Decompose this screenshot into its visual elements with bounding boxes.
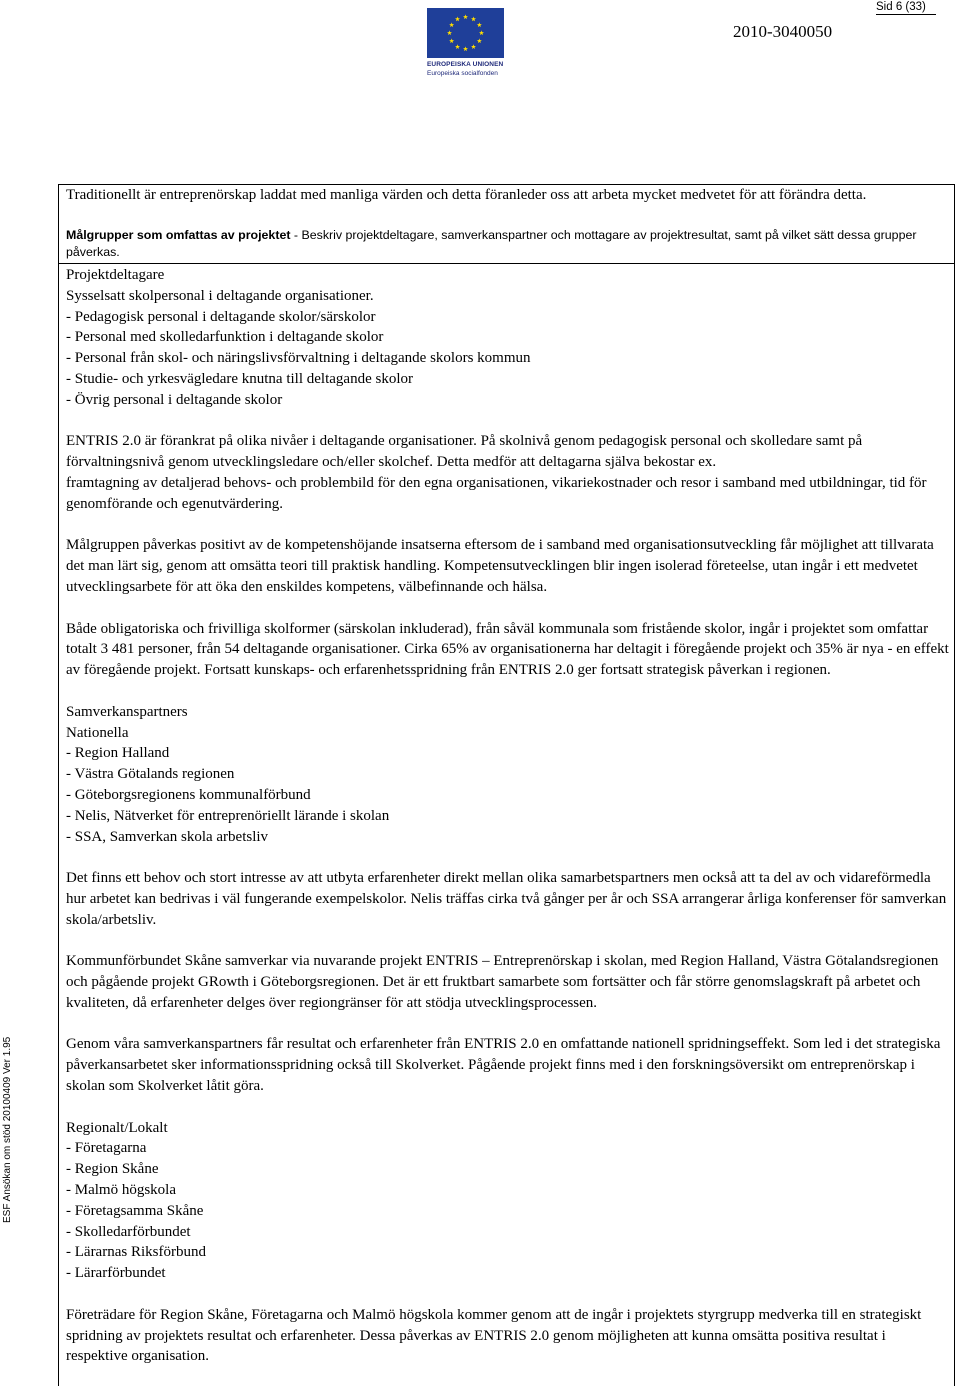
paragraph: - Region Halland xyxy=(66,745,170,762)
eu-flag-icon xyxy=(427,8,504,58)
side-footer: ESF Ansökan om stöd 20100409 Ver 1.95 xyxy=(2,1036,13,1223)
paragraph-gap xyxy=(66,681,951,702)
paragraph: - Lärarförbundet xyxy=(66,1265,166,1282)
paragraph: Nationella xyxy=(66,724,129,741)
paragraph: - Västra Götalands regionen xyxy=(66,766,235,783)
paragraph: - Övrig personal i deltagande skolor xyxy=(66,391,283,408)
paragraph: Målgruppen påverkas positivt av de kompetenshöjande insatserna eftersom de i samband med organisationsutveckling får möjlighet att tillvarata det man lärt sig, genom att omsätta teori till praktisk handling. Kompetensutvecklingen blir ingen isolerad företeelse, utan ingår i ett medvetet utvecklingsarbete för att öka den enskildes kompetens, välbefinnande och hälsa. xyxy=(66,537,934,595)
paragraph: - Region Skåne xyxy=(66,1161,159,1178)
case-number: 2010-3040050 xyxy=(733,22,833,41)
intro-text: Traditionellt är entreprenörskap laddat med manliga värden och detta föranleder oss att arbeta mycket medvetet för att förändra detta. xyxy=(66,187,867,203)
answer-text xyxy=(66,265,951,1367)
paragraph: Regionalt/Lokalt xyxy=(66,1119,168,1136)
paragraph-gap xyxy=(66,1284,951,1305)
eu-logo-title: EUROPEISKA UNIONEN xyxy=(427,61,504,68)
question-description: - Beskriv projektdeltagare, samverkanspartner och mottagare av projektresultat, samt på vilket sätt dessa grupper påverkas. xyxy=(66,228,917,259)
paragraph: - Pedagogisk personal i deltagande skolor/särskolor xyxy=(66,308,376,325)
paragraph: - Malmö högskola xyxy=(66,1182,176,1199)
paragraph-gap xyxy=(66,515,951,536)
paragraph: - Personal med skolledarfunktion i deltagande skolor xyxy=(66,329,384,346)
paragraph-gap xyxy=(66,1097,951,1118)
paragraph: Sysselsatt skolpersonal i deltagande organisationer. xyxy=(66,287,374,304)
paragraph: - Studie- och yrkesvägledare knutna till deltagande skolor xyxy=(66,370,413,387)
paragraph: Kommunförbundet Skåne samverkar via nuvarande projekt ENTRIS – Entreprenörskap i skolan, med Region Halland, Västra Götalandsregionen och pågående projekt GRowth i Göteborgsregionen. Det är ett fruktbart samarbete som fortsätter och får större genomslagskraft på arbetet och kvaliteten, då erfarenheter delges över regiongränser för att stödja utvecklingsprocessen. xyxy=(66,953,939,1011)
eu-logo xyxy=(427,8,507,80)
paragraph-gap xyxy=(66,1014,951,1035)
paragraph: - Skolledarförbundet xyxy=(66,1223,191,1240)
question-label xyxy=(66,227,951,261)
question-title: Målgrupper som omfattas av projektet xyxy=(66,228,291,242)
paragraph: Både obligatoriska och frivilliga skolformer (särskolan inkluderad), från såväl kommunala som fristående skolor, ingår i projektet som omfattar totalt 3 481 personer, från 54 deltagande organisationer. Cirka 65% av organisationerna har deltagit i föregående projekt och 35% är nya - en effekt av föregående projekt. Fortsatt kunskaps- och erfarenhetsspridning från ENTRIS 2.0 ger fortsatt strategisk påverkan i regionen. xyxy=(66,620,949,679)
page-number: Sid 6 (33) xyxy=(876,0,936,15)
paragraph-gap xyxy=(66,847,951,868)
paragraph-gap xyxy=(66,411,951,432)
paragraph: - Göteborgsregionens kommunalförbund xyxy=(66,786,311,803)
paragraph: - Lärarnas Riksförbund xyxy=(66,1244,206,1261)
paragraph: - Företagsamma Skåne xyxy=(66,1202,204,1219)
page-header xyxy=(0,0,960,90)
paragraph: ENTRIS 2.0 är förankrat på olika nivåer i deltagande organisationer. På skolnivå genom pedagogisk personal och skolledare samt på förvaltningsnivå genom utvecklingsledare och/eller skolchef. Detta medför att deltagarna själva bekostar ex. xyxy=(66,433,863,471)
question-divider xyxy=(59,263,954,264)
paragraph-gap xyxy=(66,598,951,619)
paragraph: Genom våra samverkanspartners får resultat och erfarenheter från ENTRIS 2.0 en omfattande nationell spridningseffekt. Som led i det strategiska påverkansarbetet sker informationsspridning också till Skolverket. Pågående projekt finns med i den forskningsöversikt om entreprenörskap i skolan som Skolverket låtit göra. xyxy=(66,1036,941,1095)
content-box xyxy=(58,184,955,1386)
paragraph: Företrädare för Region Skåne, Företagarna och Malmö högskola kommer genom att de ingår i projektets styrgrupp medverka till en strategiskt spridning av projektets resultat och erfarenheter. Dessa påverkas av ENTRIS 2.0 genom möjligheten att kunna omsätta positiva resultat i respektive organisation. xyxy=(66,1306,922,1365)
paragraph: Projektdeltagare xyxy=(66,267,165,283)
paragraph: Det finns ett behov och stort intresse av att utbyta erfarenheter direkt mellan olika samarbetspartners men också att ta del av och vidareförmedla hur arbetet kan bedrivas i väl fungerande exempelskolor. Nelis träffas cirka två gånger per år och SSA arrangerar årliga konferenser för samverkan skola/arbetsliv. xyxy=(66,870,947,928)
paragraph: - Företagarna xyxy=(66,1140,147,1157)
paragraph: - Personal från skol- och näringslivsförvaltning i deltagande skolors kommun xyxy=(66,350,531,367)
paragraph: Samverkanspartners xyxy=(66,703,188,720)
paragraph: - SSA, Samverkan skola arbetsliv xyxy=(66,828,269,845)
eu-logo-subtitle: Europeiska socialfonden xyxy=(427,70,498,77)
paragraph-gap xyxy=(66,931,951,952)
paragraph: - Nelis, Nätverket för entreprenöriellt lärande i skolan xyxy=(66,807,390,824)
paragraph: framtagning av detaljerad behovs- och problembild för den egna organisationen, vikariekostnader och resor i samband med utbildningar, tid för genomförande och egenutvärdering. xyxy=(66,474,927,512)
